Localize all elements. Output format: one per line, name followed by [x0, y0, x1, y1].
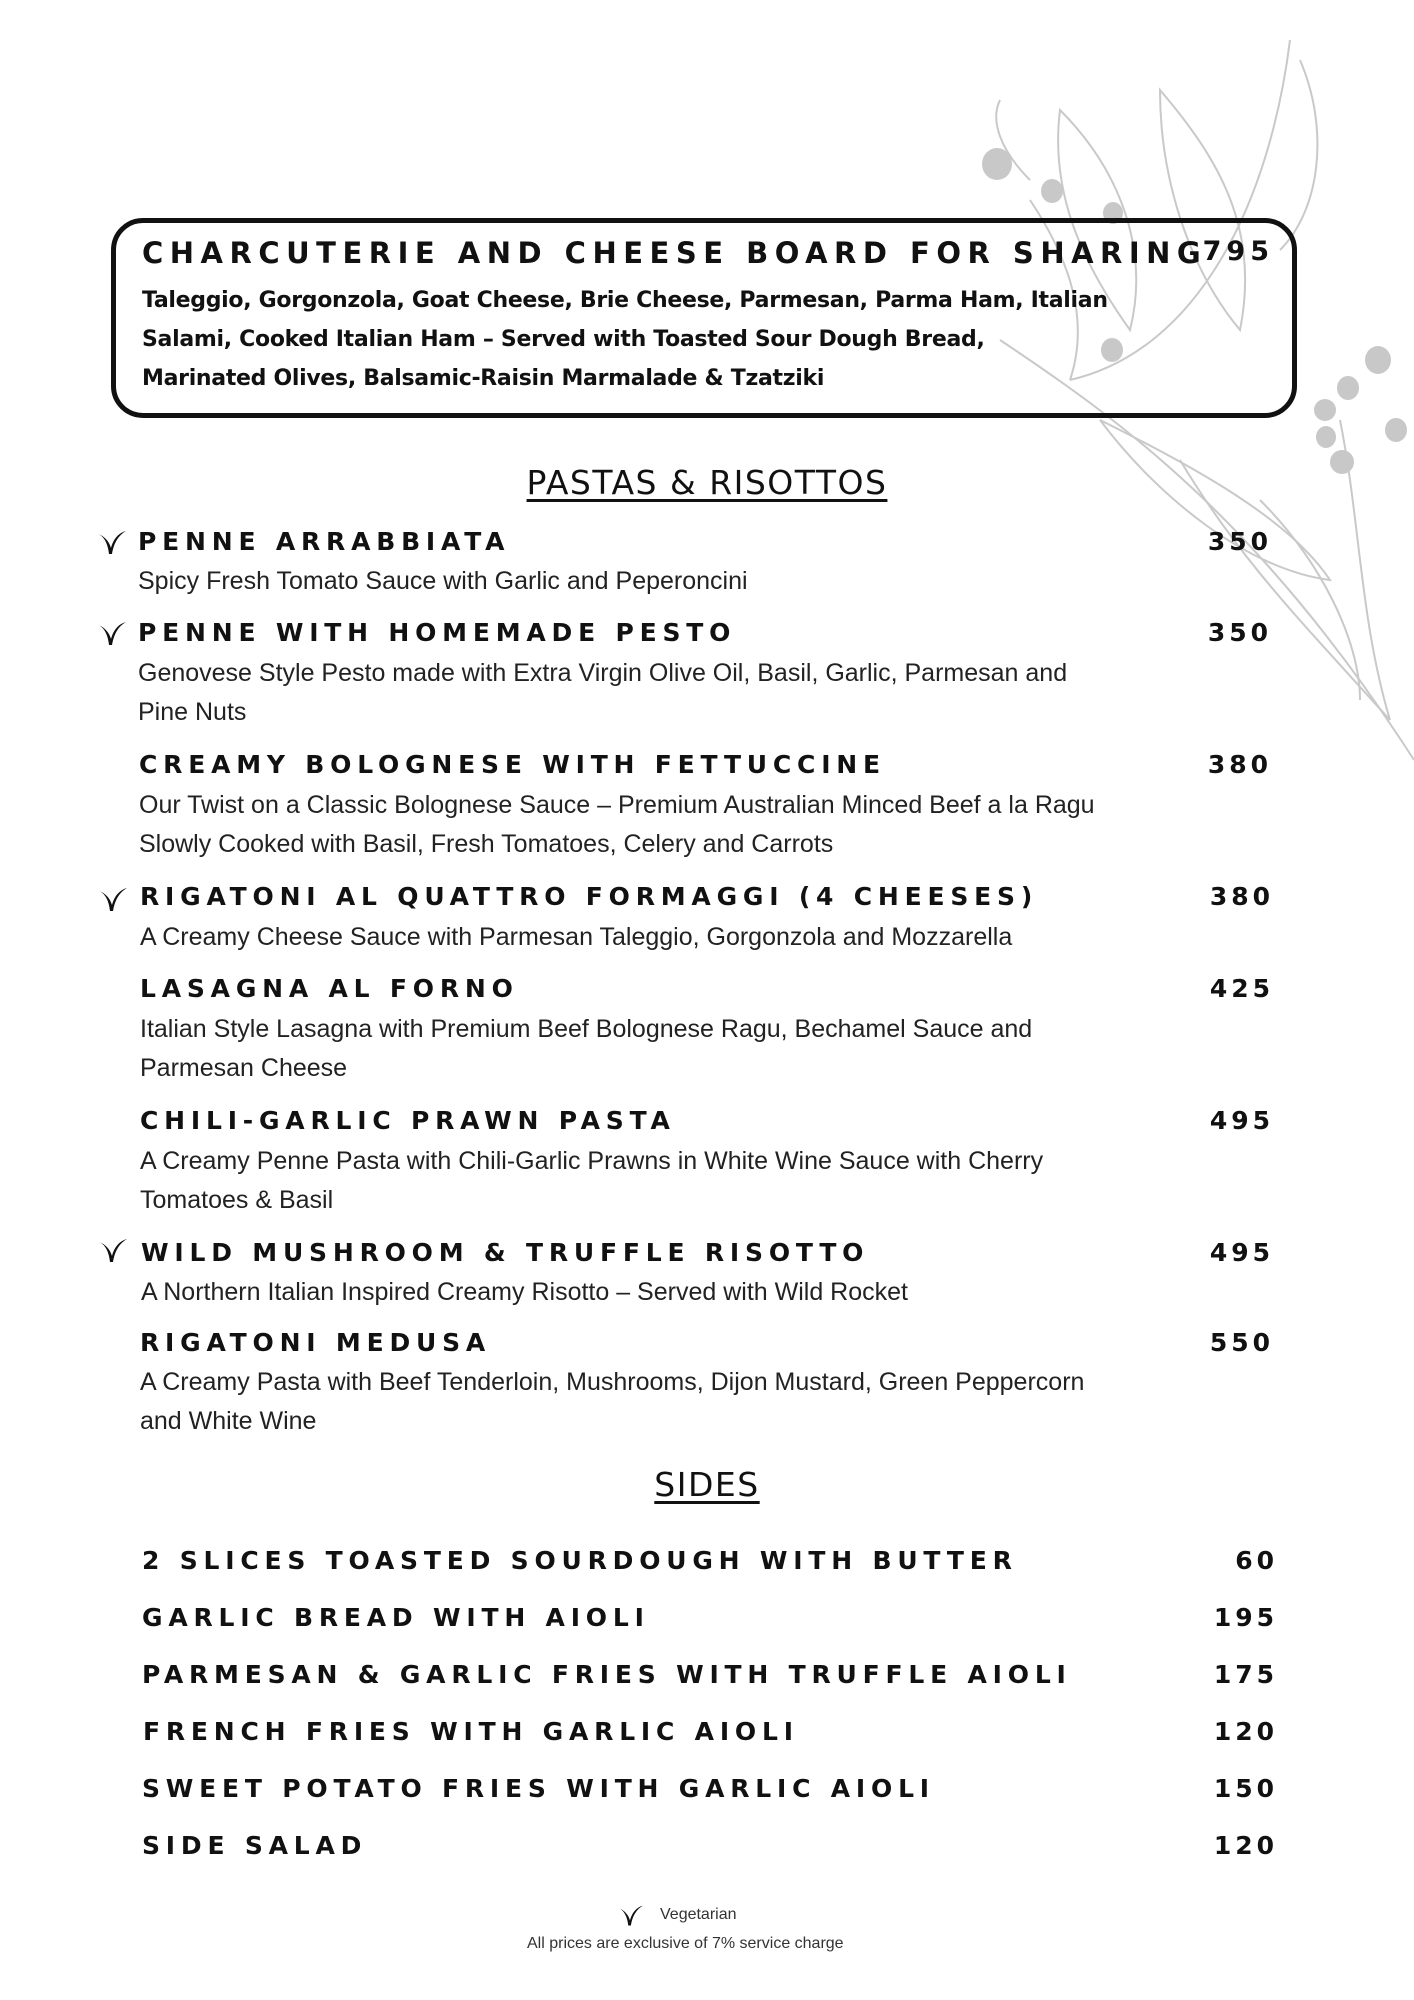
menu-item-name: CHILI-GARLIC PRAWN PASTA — [140, 1106, 676, 1135]
side-item-name: FRENCH FRIES WITH GARLIC AIOLI — [143, 1717, 799, 1746]
board-price: 795 — [1202, 236, 1274, 267]
side-item-price: 150 — [1213, 1774, 1278, 1803]
menu-item-price: 495 — [1209, 1238, 1274, 1267]
vegetarian-leaf-icon — [94, 619, 128, 649]
menu-item-description: Genovese Style Pesto made with Extra Virgin Olive Oil, Basil, Garlic, Parmesan and Pine Nuts — [138, 659, 1068, 726]
board-title: CHARCUTERIE AND CHEESE BOARD FOR SHARING — [142, 236, 1208, 270]
vegetarian-leaf-icon — [95, 885, 129, 915]
menu-item-description: A Creamy Pasta with Beef Tenderloin, Mushrooms, Dijon Mustard, Green Peppercorn and White Wine — [140, 1368, 1085, 1435]
vegetarian-leaf-icon — [614, 1903, 646, 1929]
side-item-price: 195 — [1213, 1603, 1278, 1632]
board-desc-line: Taleggio, Gorgonzola, Goat Cheese, Brie Cheese, Parmesan, Parma Ham, Italian — [142, 288, 1108, 313]
menu-item-description: Spicy Fresh Tomato Sauce with Garlic and Peperoncini — [138, 567, 748, 595]
menu-item-description: Italian Style Lasagna with Premium Beef Bolognese Ragu, Bechamel Sauce and Parmesan Cheese — [140, 1015, 1033, 1082]
menu-item-name: PENNE WITH HOMEMADE PESTO — [138, 618, 737, 647]
vegetarian-leaf-icon — [95, 1236, 129, 1266]
menu-item-name: CREAMY BOLOGNESE WITH FETTUCCINE — [139, 750, 886, 779]
menu-item-price: 495 — [1209, 1106, 1274, 1135]
menu-item-name: RIGATONI MEDUSA — [140, 1328, 492, 1357]
menu-item-description: A Northern Italian Inspired Creamy Risotto – Served with Wild Rocket — [141, 1278, 908, 1306]
board-description — [142, 281, 1192, 398]
side-item-price: 120 — [1213, 1717, 1278, 1746]
board-desc-line: Marinated Olives, Balsamic-Raisin Marmalade & Tzatziki — [142, 366, 825, 391]
side-item-name: 2 SLICES TOASTED SOURDOUGH WITH BUTTER — [142, 1546, 1018, 1575]
menu-item-price: 350 — [1207, 618, 1272, 647]
menu-item-description: Our Twist on a Classic Bolognese Sauce – Premium Australian Minced Beef a la Ragu Slowly Cooked with Basil, Fresh Tomatoes, Celery and Carrots — [139, 791, 1095, 858]
menu-item-price: 425 — [1209, 974, 1274, 1003]
menu-item-price: 550 — [1209, 1328, 1274, 1357]
menu-item-price: 380 — [1207, 750, 1272, 779]
side-item-price: 120 — [1213, 1831, 1278, 1860]
menu-item-name: PENNE ARRABBIATA — [138, 527, 511, 556]
service-charge-note: All prices are exclusive of 7% service charge — [527, 1935, 844, 1952]
menu-item-description: A Creamy Cheese Sauce with Parmesan Taleggio, Gorgonzola and Mozzarella — [140, 923, 1013, 951]
menu-item-name: LASAGNA AL FORNO — [140, 974, 519, 1003]
side-item-price: 175 — [1213, 1660, 1278, 1689]
menu-item-price: 380 — [1209, 882, 1274, 911]
sides-heading: SIDES — [654, 1465, 760, 1504]
side-item-name: GARLIC BREAD WITH AIOLI — [142, 1603, 650, 1632]
board-desc-line: Salami, Cooked Italian Ham – Served with Toasted Sour Dough Bread, — [142, 327, 985, 352]
vegetarian-legend-label: Vegetarian — [660, 1906, 737, 1923]
pastas-heading: PASTAS & RISOTTOS — [526, 463, 888, 502]
side-item-name: SIDE SALAD — [142, 1831, 368, 1860]
side-item-name: PARMESAN & GARLIC FRIES WITH TRUFFLE AIOLI — [142, 1660, 1072, 1689]
vegetarian-leaf-icon — [94, 528, 128, 558]
menu-item-price: 350 — [1207, 527, 1272, 556]
menu-item-description: A Creamy Penne Pasta with Chili-Garlic Prawns in White Wine Sauce with Cherry Tomatoes & Basil — [140, 1147, 1044, 1214]
side-item-name: SWEET POTATO FRIES WITH GARLIC AIOLI — [142, 1774, 935, 1803]
menu-item-name: RIGATONI AL QUATTRO FORMAGGI (4 CHEESES) — [140, 882, 1039, 911]
menu-item-name: WILD MUSHROOM & TRUFFLE RISOTTO — [141, 1238, 870, 1267]
side-item-price: 60 — [1235, 1546, 1278, 1575]
